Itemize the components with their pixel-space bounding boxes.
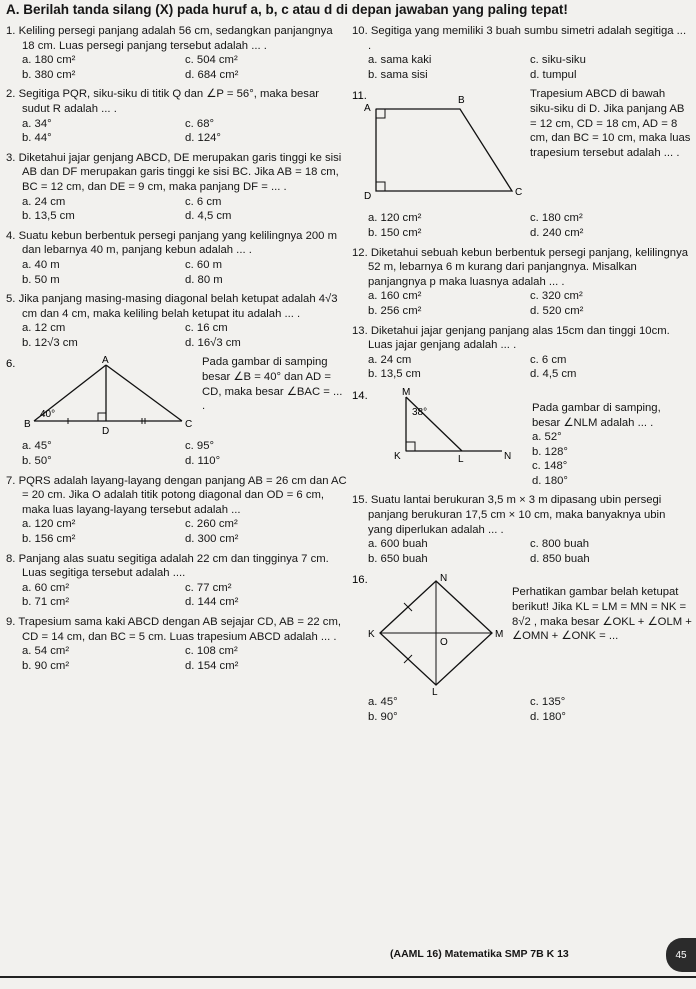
option-a[interactable]: a. 12 cm	[22, 322, 66, 335]
option-b[interactable]: b. 71 cm²	[22, 596, 70, 609]
question-text: PQRS adalah layang-layang dengan panjang AB = 26 cm dan AC = 20 cm. Jika O adalah titik potong diagonal dan OD = 6 cm, maka luas layang-layang tersebut adalah ...	[18, 474, 347, 516]
option-c[interactable]: c. 16 cm	[185, 322, 228, 335]
vertex-b-label: B	[458, 95, 465, 107]
question-text: Perhatikan gambar belah ketupat berikut! Jika KL = LM = MN = NK = 8√2 , maka besar ∠OKL + ∠OLM + ∠OMN + ∠ONK = ...	[512, 586, 692, 643]
option-a[interactable]: a. 120 cm²	[368, 212, 422, 225]
option-b[interactable]: b. 128°	[532, 445, 568, 458]
bottom-divider	[0, 976, 696, 978]
option-a[interactable]: a. 34°	[22, 117, 52, 130]
option-c[interactable]: c. 135°	[530, 696, 566, 709]
option-b[interactable]: b. 50 m	[22, 273, 60, 286]
question-2	[6, 87, 348, 145]
option-d[interactable]: d. 180°	[530, 711, 566, 724]
option-a[interactable]: a. 120 cm²	[22, 518, 76, 531]
question-text: Diketahui jajar genjang panjang alas 15cm dan tinggi 10cm. Luas jajar genjang adalah ... .	[368, 324, 670, 352]
option-d[interactable]: d. 110°	[185, 455, 221, 468]
question-text: Jika panjang masing-masing diagonal belah ketupat adalah 4√3 cm dan 4 cm, maka keliling belah ketupat itu adalah ... .	[18, 293, 338, 320]
question-10	[352, 24, 692, 82]
question-number: 7.	[6, 474, 16, 487]
center-o-label: O	[440, 637, 448, 649]
vertex-a-label: A	[102, 355, 109, 367]
question-number: 8.	[6, 552, 16, 565]
question-text: Pada gambar di samping besar ∠B = 40° dan AD = CD, maka besar ∠BAC = ... .	[202, 356, 343, 413]
option-c[interactable]: c. 800 buah	[530, 538, 590, 551]
vertex-a-label: A	[364, 103, 371, 115]
option-b[interactable]: b. 256 cm²	[368, 304, 422, 317]
option-c[interactable]: c. 6 cm	[185, 195, 222, 208]
option-a[interactable]: a. 160 cm²	[368, 290, 422, 303]
option-a[interactable]: a. 52°	[532, 431, 562, 444]
question-number: 14.	[352, 389, 368, 402]
question-text: Diketahui sebuah kebun berbentuk persegi panjang, kelilingnya 52 m, lebarnya 6 m kurang dari panjangnya. Misalkan panjangnya p maka luasnya adalah ... .	[368, 246, 689, 288]
angle-b-label: 40°	[40, 409, 56, 421]
option-c[interactable]: c. 260 cm²	[185, 518, 238, 531]
question-text: Keliling persegi panjang adalah 56 cm, sedangkan panjangnya 18 cm. Luas persegi panjang tersebut adalah ... .	[18, 25, 333, 52]
question-13	[352, 324, 692, 382]
question-text: Diketahui jajar genjang ABCD, DE merupakan garis tinggi ke sisi AB dan DF merupakan garis tinggi ke sisi BC. Jika AB = 18 cm, BC = 12 cm, dan DE = 9 cm, maka panjang DF = ... .	[18, 151, 342, 193]
question-text: Trapesium ABCD di bawah siku-siku di D. Jika panjang AB = 12 cm, CD = 18 cm, AD = 8 cm, dan BC = 10 cm, maka luas trapesium tersebut adalah ... .	[530, 88, 691, 159]
option-c[interactable]: c. 6 cm	[530, 353, 567, 366]
question-number: 4.	[6, 229, 16, 242]
option-b[interactable]: b. 44°	[22, 132, 52, 145]
vertex-l-label: L	[432, 687, 438, 696]
option-a[interactable]: a. 600 buah	[368, 538, 428, 551]
option-b[interactable]: b. 650 buah	[368, 552, 428, 565]
option-a[interactable]: a. 180 cm²	[22, 54, 76, 67]
option-d[interactable]: d. 180°	[532, 474, 568, 487]
question-number: 16.	[352, 574, 368, 587]
option-d[interactable]: d. 850 buah	[530, 552, 590, 565]
question-number: 12.	[352, 246, 368, 259]
vertex-m-label: M	[495, 629, 504, 641]
option-d[interactable]: d. 16√3 cm	[185, 336, 241, 349]
question-number: 2.	[6, 88, 16, 101]
vertex-l-label: L	[458, 453, 464, 465]
vertex-k-label: K	[394, 450, 401, 462]
vertex-b-label: B	[24, 419, 31, 431]
section-heading: A. Berilah tanda silang (X) pada huruf a, b, c atau d di depan jawaban yang paling tepat!	[6, 2, 568, 17]
option-a[interactable]: a. 60 cm²	[22, 581, 70, 594]
option-c[interactable]: c. 77 cm²	[185, 581, 232, 594]
page-footer: (AAML 16) Matematika SMP 7B K 13	[390, 948, 569, 960]
option-b[interactable]: b. 13,5 cm	[22, 210, 75, 223]
option-c[interactable]: c. 108 cm²	[185, 645, 238, 658]
option-a[interactable]: a. 24 cm	[368, 353, 412, 366]
option-b[interactable]: b. 50°	[22, 455, 52, 468]
question-7	[6, 474, 348, 547]
question-14	[352, 387, 692, 489]
option-d[interactable]: d. 154 cm²	[185, 659, 239, 672]
question-text: Pada gambar di samping, besar ∠NLM adalah ... .	[532, 401, 661, 429]
question-number: 9.	[6, 616, 16, 628]
triangle-abc-figure	[6, 355, 202, 439]
angle-m-label: 38°	[412, 406, 428, 418]
option-c[interactable]: c. 148°	[532, 460, 568, 473]
option-d[interactable]: d. 124°	[185, 132, 221, 145]
question-4	[6, 229, 348, 287]
question-text: Panjang alas suatu segitiga adalah 22 cm dan tingginya 7 cm. Luas segitiga tersebut adalah ....	[18, 552, 329, 580]
option-a[interactable]: a. 24 cm	[22, 195, 66, 208]
question-text: Segitiga yang memiliki 3 buah sumbu simetri adalah segitiga ... .	[368, 25, 687, 52]
option-b[interactable]: b. 150 cm²	[368, 226, 422, 239]
option-d[interactable]: d. 684 cm²	[185, 68, 239, 81]
option-b[interactable]: b. sama sisi	[368, 68, 428, 81]
trapezium-abcd-figure	[352, 87, 530, 211]
question-15	[352, 493, 692, 566]
option-c[interactable]: c. 504 cm²	[185, 54, 238, 67]
question-number: 1.	[6, 25, 16, 37]
option-a[interactable]: a. 45°	[368, 696, 398, 709]
option-d[interactable]: d. 520 cm²	[530, 304, 584, 317]
option-b[interactable]: b. 90 cm²	[22, 659, 70, 672]
option-c[interactable]: c. 180 cm²	[530, 212, 583, 225]
question-number: 10.	[352, 25, 368, 37]
question-5	[6, 292, 348, 350]
option-d[interactable]: d. 4,5 cm	[530, 368, 577, 381]
question-number: 6.	[6, 358, 16, 371]
vertex-c-label: C	[515, 187, 523, 199]
question-number: 15.	[352, 494, 368, 507]
option-d[interactable]: d. tumpul	[530, 68, 577, 81]
question-text: Suatu lantai berukuran 3,5 m × 3 m dipasang ubin persegi panjang berukuran 17,5 cm × 10 cm, maka banyaknya ubin yang diperlukan adalah ... .	[368, 494, 666, 536]
question-number: 3.	[6, 151, 16, 164]
right-column	[352, 24, 692, 730]
option-c[interactable]: c. 95°	[185, 440, 215, 453]
option-d[interactable]: d. 4,5 cm	[185, 210, 232, 223]
rhombus-klmn-figure	[352, 571, 512, 695]
vertex-k-label: K	[368, 629, 375, 641]
question-number: 5.	[6, 293, 16, 306]
option-d[interactable]: d. 240 cm²	[530, 226, 584, 239]
vertex-d-label: D	[364, 191, 372, 203]
option-b[interactable]: b. 156 cm²	[22, 533, 76, 546]
question-1	[6, 24, 348, 82]
question-number: 11.	[352, 90, 367, 103]
question-11	[352, 87, 692, 240]
vertex-c-label: C	[185, 419, 193, 431]
option-d[interactable]: d. 80 m	[185, 273, 223, 286]
question-6	[6, 355, 348, 468]
option-a[interactable]: a. sama kaki	[368, 54, 432, 67]
vertex-n-label: N	[440, 573, 448, 585]
question-12	[352, 246, 692, 319]
vertex-d-label: D	[102, 426, 110, 438]
option-b[interactable]: b. 380 cm²	[22, 68, 76, 81]
question-text: Segitiga PQR, siku-siku di titik Q dan ∠P = 56°, maka besar sudut R adalah ... .	[18, 88, 320, 115]
option-c[interactable]: c. 68°	[185, 117, 215, 130]
option-c[interactable]: c. siku-siku	[530, 54, 586, 67]
page-number-badge: 45	[666, 938, 696, 972]
option-b[interactable]: b. 90°	[368, 711, 398, 724]
question-number: 13.	[352, 324, 368, 337]
question-text: Suatu kebun berbentuk persegi panjang yang kelilingnya 200 m dan lebarnya 40 m, panjang kebun adalah ... .	[18, 229, 337, 257]
question-8	[6, 552, 348, 610]
option-a[interactable]: a. 40 m	[22, 258, 60, 271]
question-16	[352, 571, 692, 724]
vertex-m-label: M	[402, 386, 411, 398]
left-column	[6, 24, 348, 678]
option-d[interactable]: d. 300 cm²	[185, 533, 239, 546]
option-b[interactable]: b. 12√3 cm	[22, 336, 78, 349]
question-text: Trapesium sama kaki ABCD dengan AB sejajar CD, AB = 22 cm, CD = 14 cm, dan BC = 5 cm. Luas trapesium ABCD adalah ... .	[18, 616, 341, 643]
option-a[interactable]: a. 45°	[22, 440, 52, 453]
option-c[interactable]: c. 320 cm²	[530, 290, 583, 303]
right-triangle-klmn-figure	[352, 387, 532, 465]
option-c[interactable]: c. 60 m	[185, 258, 223, 271]
option-a[interactable]: a. 54 cm²	[22, 645, 70, 658]
vertex-n-label: N	[504, 450, 512, 462]
question-9	[6, 615, 348, 673]
question-3	[6, 151, 348, 224]
option-d[interactable]: d. 144 cm²	[185, 596, 239, 609]
option-b[interactable]: b. 13,5 cm	[368, 368, 421, 381]
